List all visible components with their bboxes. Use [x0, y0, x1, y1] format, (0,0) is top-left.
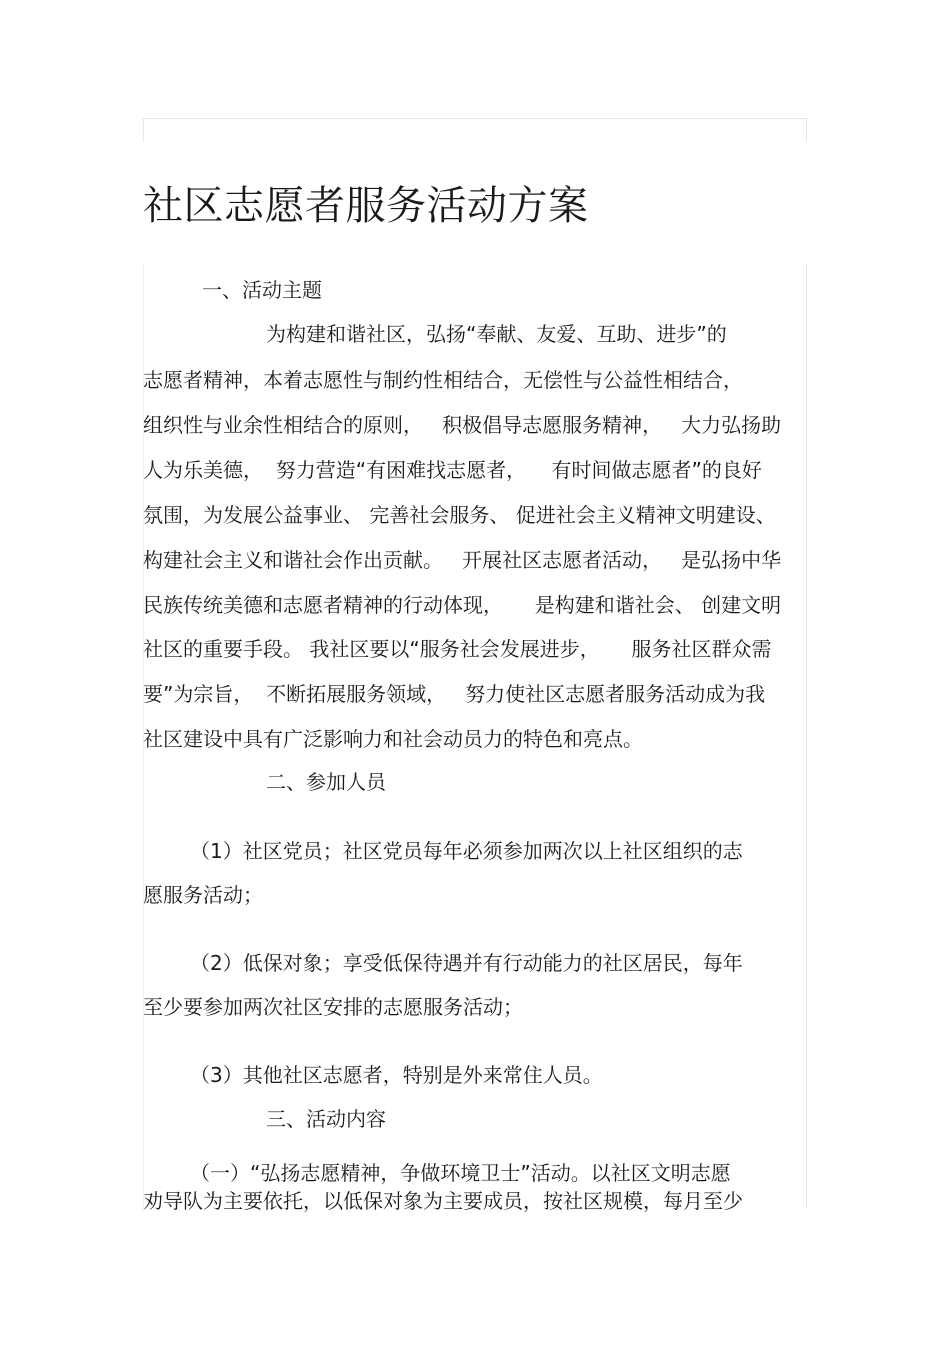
page-top-rule — [143, 118, 807, 119]
list-item-line: （3）其他社区志愿者，特别是外来常住人员。 — [190, 1063, 603, 1087]
paragraph-line: （一）“弘扬志愿精神，争做环境卫士”活动。以社区文明志愿 — [190, 1161, 731, 1185]
paragraph-line: 民族传统美德和志愿者精神的行动体现， 是构建和谐社会、 创建文明 — [143, 593, 782, 617]
list-item-line: 至少要参加两次社区安排的志愿服务活动； — [143, 995, 523, 1019]
list-item-line: （1）社区党员；社区党员每年必须参加两次以上社区组织的志 — [190, 839, 743, 863]
paragraph-line: 社区建设中具有广泛影响力和社会动员力的特色和亮点。 — [143, 727, 643, 751]
page-right-edge — [806, 264, 807, 1209]
paragraph-line: 氛围，为发展公益事业、 完善社会服务、 促进社会主义精神文明建设、 — [143, 503, 776, 527]
paragraph-line: 构建社会主义和谐社会作出贡献。 开展社区志愿者活动， 是弘扬中华 — [143, 548, 782, 572]
paragraph-line: 为构建和谐社区，弘扬“奉献、友爱、互助、进步”的 — [266, 322, 727, 346]
paragraph-line: 劝导队为主要依托，以低保对象为主要成员，按社区规模，每月至少 — [143, 1189, 743, 1213]
paragraph-line: 要”为宗旨， 不断拓展服务领域， 努力使社区志愿者服务活动成为我 — [143, 682, 766, 706]
list-item-line: 愿服务活动； — [143, 883, 263, 907]
paragraph-line: 人为乐美德， 努力营造“有困难找志愿者， 有时间做志愿者”的良好 — [143, 458, 762, 482]
list-item-line: （2）低保对象；享受低保待遇并有行动能力的社区居民，每年 — [190, 951, 743, 975]
page-right-edge-top — [806, 118, 807, 142]
page-left-edge-top — [143, 118, 144, 142]
heading-participants: 二、参加人员 — [266, 770, 386, 794]
document-title: 社区志愿者服务活动方案 — [143, 183, 589, 229]
paragraph-line: 组织性与业余性相结合的原则， 积极倡导志愿服务精神， 大力弘扬助 — [143, 413, 782, 437]
paragraph-line: 志愿者精神，本着志愿性与制约性相结合，无偿性与公益性相结合， — [143, 368, 743, 392]
heading-activity-theme: 一、活动主题 — [202, 278, 322, 302]
paragraph-line: 社区的重要手段。 我社区要以“服务社会发展进步， 服务社区群众需 — [143, 637, 772, 661]
heading-activity-content: 三、活动内容 — [266, 1107, 386, 1131]
